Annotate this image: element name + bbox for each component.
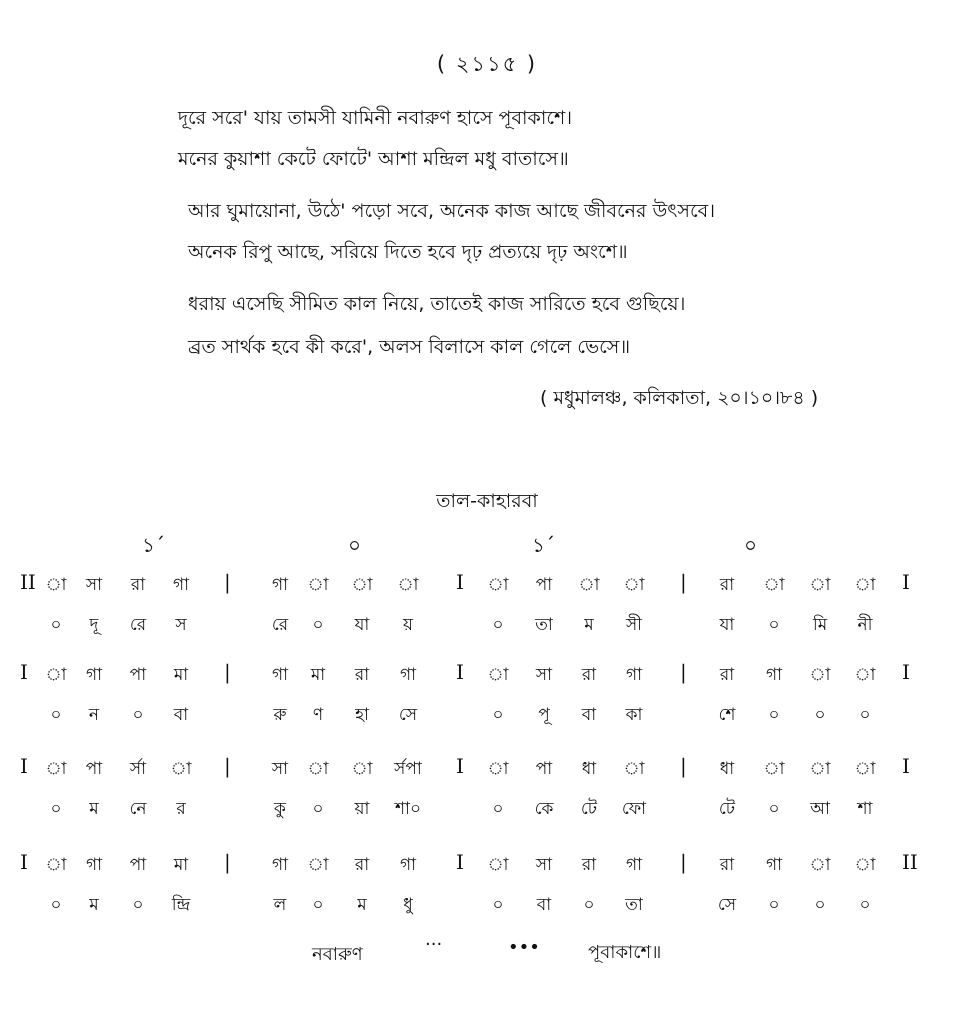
lyric-syllable: ম	[584, 615, 594, 635]
swara-note: া	[623, 759, 645, 779]
swara-note: া	[763, 759, 785, 779]
swara-note: পা	[129, 665, 147, 685]
beat-mark: ১´	[142, 533, 165, 557]
swara-note: া	[307, 575, 329, 595]
lyric-syllable: য়া	[354, 799, 370, 819]
lyric-syllable: সী	[625, 615, 643, 635]
swara-note: া	[45, 665, 67, 685]
footer-start-word: নবারুণ	[312, 944, 363, 965]
swara-note: রা	[719, 665, 735, 685]
division-barline: I	[456, 660, 464, 684]
lyric-line-4: অনেক রিপু আছে, সরিয়ে দিতে হবে দৃঢ় প্রত্যয়ে দৃঢ় অংশে॥	[188, 241, 628, 263]
lyric-syllable: শে	[718, 705, 736, 725]
swara-note: রা	[354, 855, 370, 875]
swara-note: সা	[271, 759, 289, 779]
swara-note: গা	[625, 665, 643, 685]
lyric-syllable: ০	[50, 895, 62, 915]
lyric-syllable: তা	[535, 615, 553, 635]
lyric-syllable: য়	[402, 615, 413, 635]
row-end-barline: I	[902, 660, 910, 684]
lyric-line-3: আর ঘুমায়োনা, উঠে' পড়ো সবে, অনেক কাজ আছে জীবনের উৎসবে।	[188, 200, 715, 222]
lyric-syllable: আ	[810, 799, 830, 819]
swara-note: া	[307, 759, 329, 779]
lyric-line-6: ব্রত সার্থক হবে কী করে', অলস বিলাসে কাল গেলে ভেসে॥	[188, 336, 631, 358]
swara-note: রা	[581, 665, 597, 685]
swara-note: া	[45, 575, 67, 595]
swara-note: া	[170, 759, 192, 779]
source-citation: ( মধুমালঞ্চ, কলিকাতা, ২০।১০।৮৪ )	[540, 387, 819, 409]
row-start-barline: I	[20, 850, 28, 874]
lyric-syllable: টে	[718, 799, 736, 819]
swara-note: া	[487, 665, 509, 685]
swara-note: গা	[271, 665, 289, 685]
swara-note: পা	[535, 759, 553, 779]
lyric-syllable: ণ	[312, 705, 324, 725]
swara-note: া	[854, 665, 876, 685]
swara-note: া	[487, 855, 509, 875]
swara-note: পা	[535, 575, 553, 595]
lyric-syllable: ০	[814, 895, 826, 915]
lyric-syllable: ম	[89, 799, 99, 819]
lyric-syllable: রু	[273, 705, 287, 725]
swara-note: া	[763, 575, 785, 595]
swara-note: মা	[173, 665, 189, 685]
lyric-syllable: ০	[768, 895, 780, 915]
division-barline: |	[224, 660, 231, 684]
lyric-syllable: র	[176, 799, 186, 819]
lyric-syllable: ০	[50, 799, 62, 819]
lyric-syllable: বা	[173, 705, 189, 725]
swara-note: রা	[130, 575, 146, 595]
swara-note: সা	[85, 575, 103, 595]
lyric-syllable: ন	[88, 705, 100, 725]
swara-note: া	[809, 855, 831, 875]
lyric-syllable: নী	[857, 615, 873, 635]
lyric-syllable: ০	[859, 705, 871, 725]
footer-ellipsis-2: •••	[508, 937, 540, 958]
swara-note: গা	[399, 665, 417, 685]
swara-note: ধা	[719, 759, 735, 779]
swara-note: া	[854, 759, 876, 779]
beat-mark: ০	[348, 533, 362, 557]
lyric-syllable: ০	[768, 705, 780, 725]
lyric-syllable: শা০	[394, 799, 422, 819]
lyric-line-2: মনের কুয়াশা কেটে ফোটে' আশা মন্দ্রিল মধু বাতাসে॥	[178, 148, 569, 170]
lyric-syllable: কে	[534, 799, 554, 819]
swara-note: া	[487, 575, 509, 595]
swara-note: া	[487, 759, 509, 779]
lyric-syllable: যা	[354, 615, 370, 635]
lyric-syllable: ০	[814, 705, 826, 725]
swara-note: গা	[399, 855, 417, 875]
lyric-syllable: ০	[50, 705, 62, 725]
swara-note: গা	[85, 665, 103, 685]
beat-mark: ১´	[532, 533, 555, 557]
lyric-syllable: রে	[271, 615, 289, 635]
lyric-syllable: ০	[312, 895, 324, 915]
swara-note: সা	[535, 855, 553, 875]
lyric-syllable: যা	[719, 615, 735, 635]
lyric-syllable: ০	[492, 705, 504, 725]
lyric-syllable: মি	[812, 615, 828, 635]
lyric-syllable: বা	[581, 705, 597, 725]
swara-note: র্সপা	[394, 759, 422, 779]
lyric-syllable: ০	[492, 799, 504, 819]
lyric-syllable: ল	[273, 895, 287, 915]
lyric-syllable: কু	[274, 799, 286, 819]
lyric-syllable: ন্দ্রি	[171, 895, 191, 915]
lyric-syllable: ম	[357, 895, 367, 915]
division-barline: |	[224, 570, 231, 594]
division-barline: |	[680, 660, 687, 684]
lyric-syllable: ০	[50, 615, 62, 635]
lyric-syllable: সে	[717, 895, 737, 915]
swara-note: া	[809, 759, 831, 779]
division-barline: |	[224, 754, 231, 778]
beat-mark: ০	[744, 533, 758, 557]
lyric-syllable: ০	[492, 615, 504, 635]
footer-ellipsis-1: ···	[425, 934, 443, 955]
swara-note: গা	[271, 855, 289, 875]
lyric-syllable: পূ	[538, 705, 550, 725]
division-barline: I	[456, 570, 464, 594]
lyric-syllable: ০	[312, 615, 324, 635]
lyric-syllable: ০	[132, 895, 144, 915]
swara-note: া	[578, 575, 600, 595]
lyric-syllable: বা	[536, 895, 552, 915]
swara-note: রা	[581, 855, 597, 875]
swara-note: গা	[271, 575, 289, 595]
swara-note: ধা	[581, 759, 597, 779]
division-barline: I	[456, 850, 464, 874]
footer-end-word: পূবাকাশে॥	[588, 942, 662, 963]
swara-note: া	[623, 575, 645, 595]
swara-note: া	[351, 759, 373, 779]
row-end-barline: I	[902, 754, 910, 778]
lyric-syllable: ০	[492, 895, 504, 915]
song-number: ( ২১১৫ )	[436, 52, 538, 76]
lyric-line-1: দূরে সরে' যায় তামসী যামিনী নবারুণ হাসে পূবাকাশে।	[178, 107, 572, 129]
lyric-line-5: ধরায় এসেছি সীমিত কাল নিয়ে, তাতেই কাজ সারিতে হবে গুছিয়ে।	[188, 293, 686, 315]
lyric-syllable: শা	[857, 799, 873, 819]
division-barline: |	[224, 850, 231, 874]
lyric-syllable: ০	[132, 705, 144, 725]
lyric-syllable: নে	[129, 799, 147, 819]
swara-note: রা	[719, 855, 735, 875]
lyric-syllable: তা	[625, 895, 643, 915]
lyric-syllable: টে	[580, 799, 598, 819]
tala-name: তাল-কাহারবা	[436, 490, 538, 512]
row-start-barline: I	[20, 660, 28, 684]
swara-note: রা	[354, 665, 370, 685]
lyric-syllable: দূ	[89, 615, 99, 635]
swara-note: া	[854, 575, 876, 595]
division-barline: |	[680, 570, 687, 594]
row-end-barline: II	[902, 850, 918, 874]
swara-note: গা	[172, 575, 190, 595]
swara-note: মা	[173, 855, 189, 875]
swara-note: গা	[765, 665, 783, 685]
lyric-syllable: ০	[859, 895, 871, 915]
lyric-syllable: কা	[625, 705, 643, 725]
swara-note: গা	[85, 855, 103, 875]
swara-note: া	[45, 855, 67, 875]
swara-note: র্সা	[129, 759, 147, 779]
lyric-syllable: সে	[398, 705, 418, 725]
swara-note: রা	[719, 575, 735, 595]
lyric-syllable: ০	[768, 799, 780, 819]
lyric-syllable: ০	[768, 615, 780, 635]
swara-note: া	[809, 665, 831, 685]
swara-note: া	[809, 575, 831, 595]
lyric-syllable: ০	[583, 895, 595, 915]
swara-note: গা	[765, 855, 783, 875]
lyric-syllable: ধু	[403, 895, 413, 915]
row-start-barline: II	[20, 570, 36, 594]
lyric-syllable: হা	[355, 705, 369, 725]
swara-note: পা	[129, 855, 147, 875]
swara-note: া	[45, 759, 67, 779]
lyric-syllable: ০	[312, 799, 324, 819]
division-barline: |	[680, 850, 687, 874]
row-end-barline: I	[902, 570, 910, 594]
swara-note: া	[307, 855, 329, 875]
division-barline: I	[456, 754, 464, 778]
division-barline: |	[680, 754, 687, 778]
lyric-syllable: স	[175, 615, 187, 635]
swara-note: া	[397, 575, 419, 595]
swara-note: া	[854, 855, 876, 875]
row-start-barline: I	[20, 754, 28, 778]
swara-note: া	[351, 575, 373, 595]
lyric-syllable: ফো	[621, 799, 647, 819]
lyric-syllable: ম	[89, 895, 99, 915]
swara-note: পা	[85, 759, 103, 779]
swara-note: সা	[535, 665, 553, 685]
swara-note: মা	[310, 665, 326, 685]
swara-note: গা	[625, 855, 643, 875]
lyric-syllable: রে	[129, 615, 147, 635]
